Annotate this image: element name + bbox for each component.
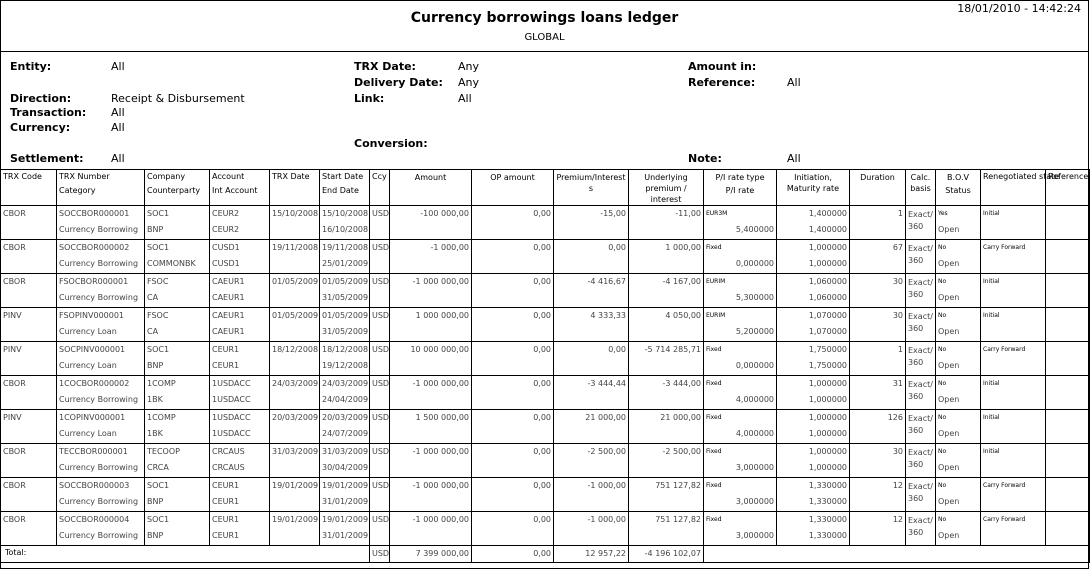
header-divider [0, 51, 1089, 52]
cell-ccy: USD [370, 478, 390, 512]
criteria-link-label: Link: [354, 92, 385, 105]
cell-bov: No Open [936, 410, 981, 444]
cell-premium: -4 416,67 [554, 274, 629, 308]
cell-underlying: -3 444,00 [629, 376, 704, 410]
criteria-amount-in-label: Amount in: [688, 60, 757, 73]
col-company: Company Counterparty [145, 170, 210, 206]
cell-amount: -1 000 000,00 [390, 478, 472, 512]
cell-premium: -3 444,44 [554, 376, 629, 410]
cell-account: CAEUR1 CAEUR1 [210, 308, 270, 342]
cell-renegotiated: Initial [981, 444, 1046, 478]
cell-calc-basis: Exact/360 [906, 410, 936, 444]
cell-trx-date: 19/11/2008 [270, 240, 320, 274]
cell-op-amount: 0,00 [472, 376, 554, 410]
cell-company: TECOOP CRCA [145, 444, 210, 478]
cell-account: 1USDACC 1USDACC [210, 410, 270, 444]
cell-dates: 31/03/2009 30/04/2009 [320, 444, 370, 478]
cell-ccy: USD [370, 444, 390, 478]
table-row [1, 376, 1090, 410]
cell-trx-date: 01/05/2009 [270, 308, 320, 342]
cell-trx-number: FSOCBOR000001 Currency Borrowing [57, 274, 145, 308]
col-account: Account Int Account [210, 170, 270, 206]
cell-trx-date: 20/03/2009 [270, 410, 320, 444]
cell-calc-basis: Exact/360 [906, 478, 936, 512]
criteria-transaction-label: Transaction: [10, 106, 87, 119]
cell-bov: Yes Open [936, 206, 981, 240]
cell-ccy: USD [370, 376, 390, 410]
criteria-delivery-date-label: Delivery Date: [354, 76, 443, 89]
cell-rate: Fixed 3,000000 [704, 478, 777, 512]
cell-duration: 30 [850, 444, 906, 478]
cell-premium: 4 333,33 [554, 308, 629, 342]
cell-reference [1046, 206, 1090, 240]
cell-reference [1046, 410, 1090, 444]
cell-bov: No Open [936, 478, 981, 512]
cell-ccy: USD [370, 206, 390, 240]
cell-reference [1046, 240, 1090, 274]
col-op-amount: OP amount [472, 170, 554, 206]
cell-premium: 21 000,00 [554, 410, 629, 444]
cell-dates: 01/05/2009 31/05/2009 [320, 308, 370, 342]
cell-duration: 30 [850, 308, 906, 342]
report-title: Currency borrowings loans ledger [410, 10, 679, 26]
cell-ccy: USD [370, 512, 390, 546]
cell-company: 1COMP 1BK [145, 376, 210, 410]
cell-duration: 1 [850, 342, 906, 376]
cell-account: CEUR1 CEUR1 [210, 478, 270, 512]
cell-duration: 126 [850, 410, 906, 444]
cell-reference [1046, 308, 1090, 342]
col-underlying: Underlying premium / interest [629, 170, 704, 206]
cell-trx-date: 24/03/2009 [270, 376, 320, 410]
cell-op-amount: 0,00 [472, 444, 554, 478]
table-row [1, 240, 1090, 274]
cell-rate: EUR3M 5,400000 [704, 206, 777, 240]
table-row [1, 206, 1090, 240]
total-premium: 12 957,22 [554, 546, 629, 563]
cell-amount: -100 000,00 [390, 206, 472, 240]
cell-op-amount: 0,00 [472, 308, 554, 342]
cell-ccy: USD [370, 274, 390, 308]
cell-trx-code: CBOR [1, 274, 57, 308]
cell-init-maturity: 1,070000 1,070000 [777, 308, 850, 342]
cell-calc-basis: Exact/360 [906, 444, 936, 478]
cell-calc-basis: Exact/360 [906, 206, 936, 240]
col-pi-rate: P/I rate type P/I rate [704, 170, 777, 206]
cell-trx-date: 31/03/2009 [270, 444, 320, 478]
cell-rate: Fixed 0,000000 [704, 240, 777, 274]
table-row [1, 274, 1090, 308]
cell-init-maturity: 1,400000 1,400000 [777, 206, 850, 240]
cell-account: CEUR2 CEUR2 [210, 206, 270, 240]
cell-company: SOC1 COMMONBK [145, 240, 210, 274]
cell-renegotiated: Carry Forward [981, 478, 1046, 512]
cell-duration: 30 [850, 274, 906, 308]
cell-init-maturity: 1,330000 1,330000 [777, 512, 850, 546]
table-row [1, 444, 1090, 478]
cell-trx-code: PINV [1, 410, 57, 444]
cell-rate: Fixed 4,000000 [704, 410, 777, 444]
cell-trx-number: SOCCBOR000003 Currency Borrowing [57, 478, 145, 512]
cell-renegotiated: Initial [981, 410, 1046, 444]
col-init-maturity: Initiation, Maturity rate [777, 170, 850, 206]
cell-rate: EURIM 5,300000 [704, 274, 777, 308]
cell-init-maturity: 1,000000 1,000000 [777, 410, 850, 444]
criteria-trx-date-label: TRX Date: [354, 60, 416, 73]
cell-bov: No Open [936, 444, 981, 478]
cell-ccy: USD [370, 410, 390, 444]
cell-rate: EURIM 5,200000 [704, 308, 777, 342]
cell-trx-date: 19/01/2009 [270, 512, 320, 546]
table-row [1, 342, 1090, 376]
total-filler [704, 546, 1090, 563]
cell-trx-number: FSOPINV000001 Currency Loan [57, 308, 145, 342]
col-bov: B.O.V Status [936, 170, 981, 206]
cell-company: SOC1 BNP [145, 342, 210, 376]
cell-renegotiated: Initial [981, 206, 1046, 240]
cell-dates: 19/01/2009 31/01/2009 [320, 478, 370, 512]
cell-op-amount: 0,00 [472, 512, 554, 546]
cell-account: CEUR1 CEUR1 [210, 342, 270, 376]
cell-bov: No Open [936, 308, 981, 342]
cell-trx-date: 18/12/2008 [270, 342, 320, 376]
cell-trx-number: SOCPINV000001 Currency Loan [57, 342, 145, 376]
cell-reference [1046, 444, 1090, 478]
cell-dates: 01/05/2009 31/05/2009 [320, 274, 370, 308]
col-amount: Amount [390, 170, 472, 206]
cell-init-maturity: 1,000000 1,000000 [777, 376, 850, 410]
col-trx-code: TRX Code [1, 170, 57, 206]
cell-rate: Fixed 0,000000 [704, 342, 777, 376]
cell-reference [1046, 478, 1090, 512]
cell-renegotiated: Carry Forward [981, 512, 1046, 546]
total-label: Total: [1, 546, 370, 563]
cell-underlying: 751 127,82 [629, 478, 704, 512]
cell-trx-code: PINV [1, 308, 57, 342]
cell-trx-date: 15/10/2008 [270, 206, 320, 240]
cell-ccy: USD [370, 342, 390, 376]
cell-underlying: 751 127,82 [629, 512, 704, 546]
cell-underlying: -2 500,00 [629, 444, 704, 478]
cell-ccy: USD [370, 308, 390, 342]
total-row [1, 546, 1090, 563]
cell-op-amount: 0,00 [472, 410, 554, 444]
total-op-amount: 0,00 [472, 546, 554, 563]
criteria-entity-value: All [111, 60, 125, 73]
cell-amount: -1 000 000,00 [390, 376, 472, 410]
cell-rate: Fixed 3,000000 [704, 444, 777, 478]
cell-calc-basis: Exact/360 [906, 512, 936, 546]
criteria-currency-label: Currency: [10, 121, 71, 134]
col-renegotiated: Renegotiated state [981, 170, 1046, 206]
cell-company: FSOC CA [145, 308, 210, 342]
cell-dates: 15/10/2008 16/10/2008 [320, 206, 370, 240]
cell-renegotiated: Carry Forward [981, 342, 1046, 376]
cell-company: SOC1 BNP [145, 512, 210, 546]
cell-bov: No Open [936, 274, 981, 308]
criteria-direction-value: Receipt & Disbursement [111, 92, 245, 105]
cell-amount: -1 000,00 [390, 240, 472, 274]
cell-premium: 0,00 [554, 342, 629, 376]
cell-bov: No Open [936, 240, 981, 274]
cell-premium: -2 500,00 [554, 444, 629, 478]
cell-calc-basis: Exact/360 [906, 308, 936, 342]
cell-company: SOC1 BNP [145, 206, 210, 240]
cell-op-amount: 0,00 [472, 240, 554, 274]
cell-premium: -1 000,00 [554, 478, 629, 512]
cell-dates: 19/01/2009 31/01/2009 [320, 512, 370, 546]
cell-amount: 10 000 000,00 [390, 342, 472, 376]
col-start-date: Start Date End Date [320, 170, 370, 206]
col-premium: Premium/Interests [554, 170, 629, 206]
cell-trx-number: 1COPINV000001 Currency Loan [57, 410, 145, 444]
col-trx-number: TRX Number Category [57, 170, 145, 206]
cell-init-maturity: 1,060000 1,060000 [777, 274, 850, 308]
cell-premium: -15,00 [554, 206, 629, 240]
criteria-entity-label: Entity: [10, 60, 52, 73]
criteria-transaction-value: All [111, 106, 125, 119]
cell-account: CEUR1 CEUR1 [210, 512, 270, 546]
cell-dates: 19/11/2008 25/01/2009 [320, 240, 370, 274]
cell-account: 1USDACC 1USDACC [210, 376, 270, 410]
table-row [1, 478, 1090, 512]
cell-calc-basis: Exact/360 [906, 376, 936, 410]
col-calc-basis: Calc. basis [906, 170, 936, 206]
table-row [1, 410, 1090, 444]
cell-underlying: -5 714 285,71 [629, 342, 704, 376]
cell-dates: 24/03/2009 24/04/2009 [320, 376, 370, 410]
total-underlying: -4 196 102,07 [629, 546, 704, 563]
cell-trx-number: TECCBOR000001 Currency Borrowing [57, 444, 145, 478]
criteria-conversion-label: Conversion: [354, 137, 428, 150]
cell-reference [1046, 342, 1090, 376]
ledger-table [0, 169, 1090, 563]
report-subtitle: GLOBAL [524, 32, 565, 43]
cell-bov: No Open [936, 376, 981, 410]
cell-dates: 18/12/2008 19/12/2008 [320, 342, 370, 376]
col-reference: Reference [1046, 170, 1090, 206]
cell-premium: -1 000,00 [554, 512, 629, 546]
cell-duration: 12 [850, 478, 906, 512]
criteria-settlement-value: All [111, 152, 125, 165]
col-ccy: Ccy [370, 170, 390, 206]
cell-underlying: -11,00 [629, 206, 704, 240]
cell-amount: -1 000 000,00 [390, 444, 472, 478]
criteria-settlement-label: Settlement: [10, 152, 84, 165]
cell-amount: 1 500 000,00 [390, 410, 472, 444]
cell-trx-number: SOCCBOR000002 Currency Borrowing [57, 240, 145, 274]
cell-trx-date: 01/05/2009 [270, 274, 320, 308]
cell-trx-date: 19/01/2009 [270, 478, 320, 512]
cell-init-maturity: 1,330000 1,330000 [777, 478, 850, 512]
ledger-header-row [1, 170, 1090, 206]
cell-reference [1046, 376, 1090, 410]
report-datetime: 18/01/2010 - 14:42:24 [957, 2, 1081, 15]
cell-duration: 12 [850, 512, 906, 546]
cell-rate: Fixed 3,000000 [704, 512, 777, 546]
cell-underlying: -4 167,00 [629, 274, 704, 308]
cell-amount: -1 000 000,00 [390, 512, 472, 546]
cell-init-maturity: 1,750000 1,750000 [777, 342, 850, 376]
table-row [1, 308, 1090, 342]
col-duration: Duration [850, 170, 906, 206]
cell-trx-number: SOCCBOR000001 Currency Borrowing [57, 206, 145, 240]
cell-underlying: 4 050,00 [629, 308, 704, 342]
cell-renegotiated: Initial [981, 376, 1046, 410]
cell-trx-number: SOCCBOR000004 Currency Borrowing [57, 512, 145, 546]
cell-underlying: 1 000,00 [629, 240, 704, 274]
cell-calc-basis: Exact/360 [906, 274, 936, 308]
cell-trx-code: PINV [1, 342, 57, 376]
cell-calc-basis: Exact/360 [906, 342, 936, 376]
cell-company: SOC1 BNP [145, 478, 210, 512]
table-row [1, 512, 1090, 546]
cell-duration: 67 [850, 240, 906, 274]
criteria-note-label: Note: [688, 152, 722, 165]
criteria-reference-label: Reference: [688, 76, 756, 89]
cell-renegotiated: Carry Forward [981, 240, 1046, 274]
cell-renegotiated: Initial [981, 274, 1046, 308]
cell-op-amount: 0,00 [472, 478, 554, 512]
cell-trx-number: 1COCBOR000002 Currency Borrowing [57, 376, 145, 410]
cell-trx-code: CBOR [1, 206, 57, 240]
cell-bov: No Open [936, 512, 981, 546]
cell-trx-code: CBOR [1, 478, 57, 512]
total-ccy: USD [370, 546, 390, 563]
total-amount: 7 399 000,00 [390, 546, 472, 563]
cell-trx-code: CBOR [1, 376, 57, 410]
criteria-note-value: All [787, 152, 801, 165]
cell-duration: 31 [850, 376, 906, 410]
cell-duration: 1 [850, 206, 906, 240]
cell-init-maturity: 1,000000 1,000000 [777, 240, 850, 274]
cell-dates: 20/03/2009 24/07/2009 [320, 410, 370, 444]
cell-amount: -1 000 000,00 [390, 274, 472, 308]
cell-renegotiated: Initial [981, 308, 1046, 342]
cell-init-maturity: 1,000000 1,000000 [777, 444, 850, 478]
criteria-trx-date-value: Any [458, 60, 480, 73]
cell-account: CAEUR1 CAEUR1 [210, 274, 270, 308]
cell-account: CUSD1 CUSD1 [210, 240, 270, 274]
criteria-currency-value: All [111, 121, 125, 134]
cell-ccy: USD [370, 240, 390, 274]
cell-calc-basis: Exact/360 [906, 240, 936, 274]
criteria-delivery-date-value: Any [458, 76, 480, 89]
cell-trx-code: CBOR [1, 240, 57, 274]
criteria-reference-value: All [787, 76, 801, 89]
cell-rate: Fixed 4,000000 [704, 376, 777, 410]
cell-reference [1046, 512, 1090, 546]
criteria-direction-label: Direction: [10, 92, 72, 105]
cell-op-amount: 0,00 [472, 274, 554, 308]
cell-company: FSOC CA [145, 274, 210, 308]
cell-bov: No Open [936, 342, 981, 376]
cell-premium: 0,00 [554, 240, 629, 274]
cell-trx-code: CBOR [1, 512, 57, 546]
cell-underlying: 21 000,00 [629, 410, 704, 444]
cell-amount: 1 000 000,00 [390, 308, 472, 342]
cell-account: CRCAUS CRCAUS [210, 444, 270, 478]
cell-op-amount: 0,00 [472, 342, 554, 376]
cell-reference [1046, 274, 1090, 308]
cell-op-amount: 0,00 [472, 206, 554, 240]
cell-company: 1COMP 1BK [145, 410, 210, 444]
cell-trx-code: CBOR [1, 444, 57, 478]
col-trx-date: TRX Date [270, 170, 320, 206]
criteria-link-value: All [458, 92, 472, 105]
